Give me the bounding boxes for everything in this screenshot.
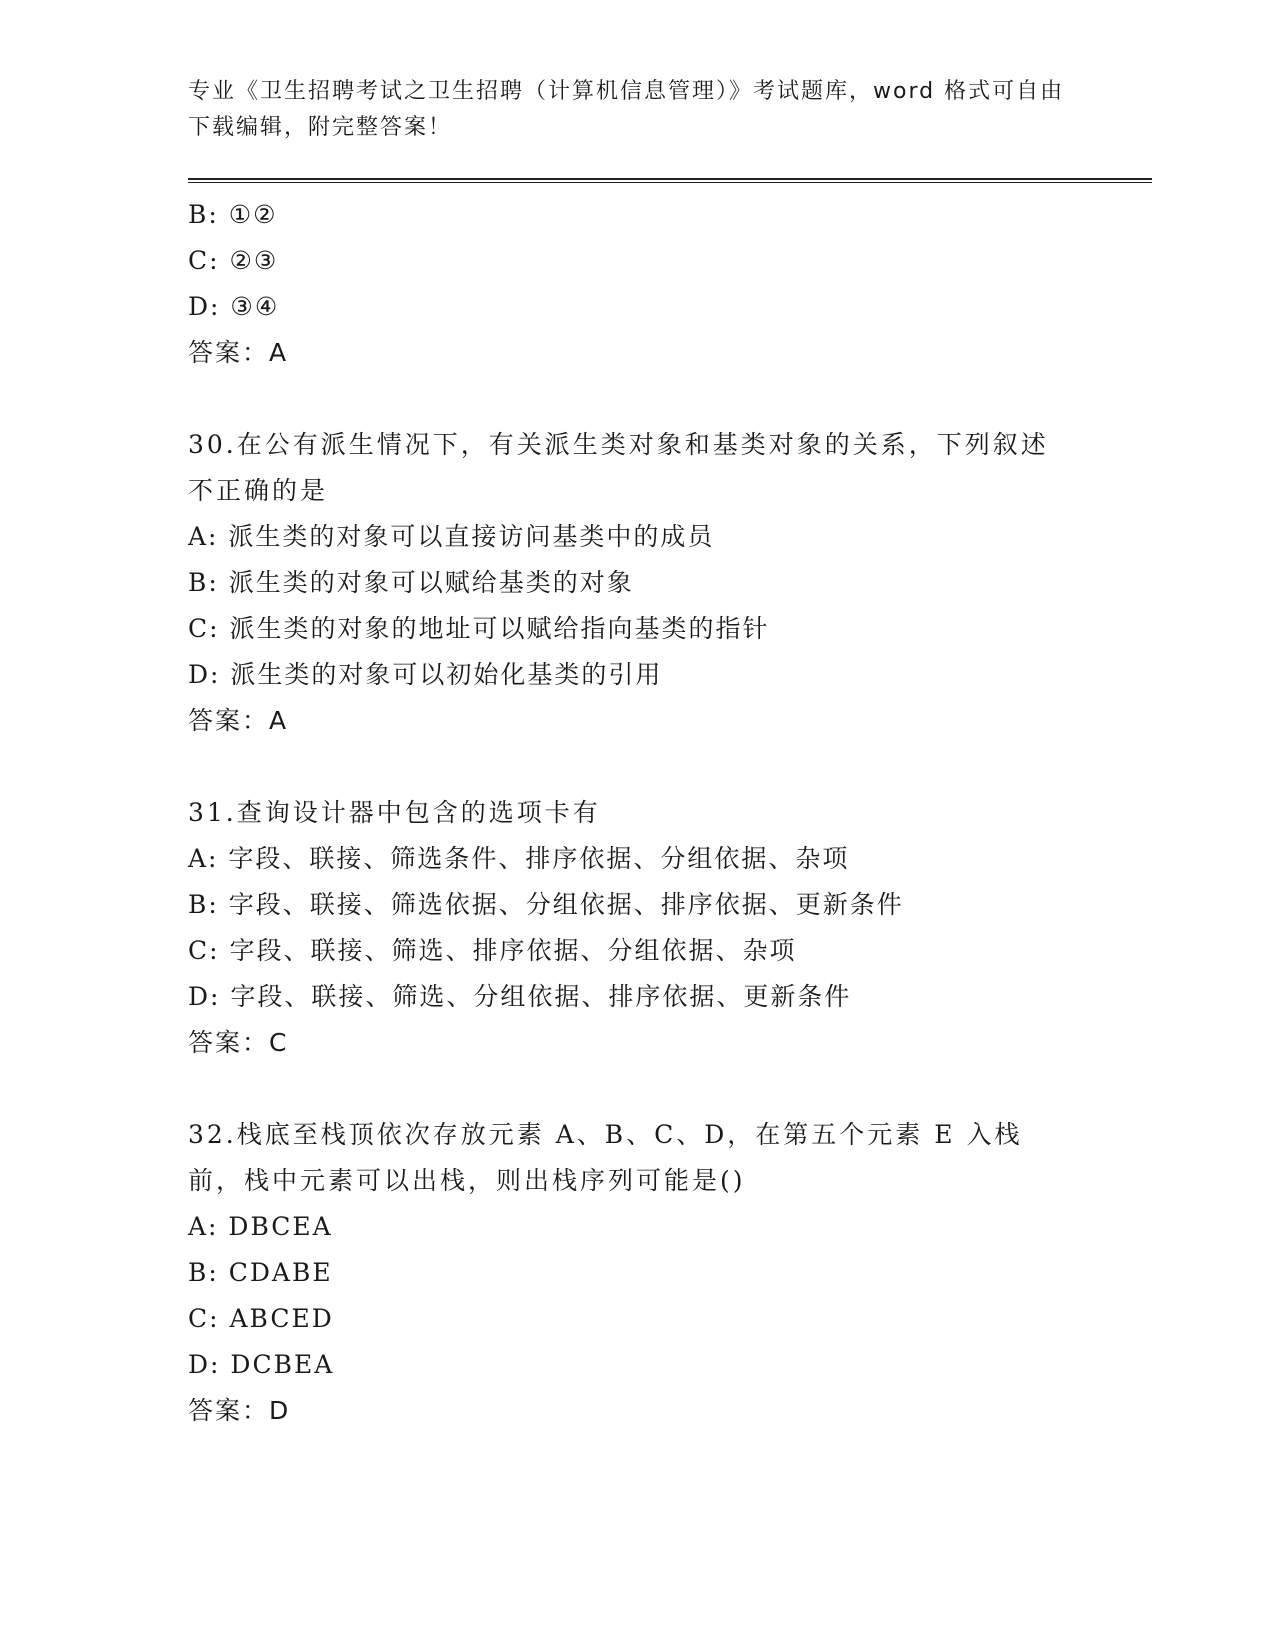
header-divider-thin [188, 182, 1152, 183]
option-c: C: 字段、联接、筛选、排序依据、分组依据、杂项 [188, 936, 797, 965]
question-32 [188, 1112, 1088, 1434]
question-30 [188, 422, 1088, 744]
option-a: A: DBCEA [188, 1212, 333, 1241]
option-a: A: 字段、联接、筛选条件、排序依据、分组依据、杂项 [188, 844, 850, 873]
option-d: D: 派生类的对象可以初始化基类的引用 [188, 660, 663, 689]
document-header: 专业《卫生招聘考试之卫生招聘（计算机信息管理）》考试题库，word 格式可自由下载编辑，附完整答案！ [188, 79, 1065, 140]
option-d: D: DCBEA [188, 1350, 335, 1379]
question-29-continued [188, 192, 1088, 376]
header-divider-thick [188, 178, 1152, 180]
answer-line: 答案：C [188, 1028, 289, 1057]
question-text: 30.在公有派生情况下，有关派生类对象和基类对象的关系，下列叙述不正确的是 [188, 430, 1049, 505]
question-list [188, 192, 1088, 1434]
question-text: 32.栈底至栈顶依次存放元素 A、B、C、D，在第五个元素 E 入栈前，栈中元素可以出栈，则出栈序列可能是() [188, 1120, 1023, 1195]
option-b: B: 字段、联接、筛选依据、分组依据、排序依据、更新条件 [188, 890, 904, 919]
option-b: B: CDABE [188, 1258, 333, 1287]
option-c: C: ②③ [188, 246, 279, 275]
option-c: C: ABCED [188, 1304, 334, 1333]
question-text: 31.查询设计器中包含的选项卡有 [188, 798, 601, 827]
option-d: D: ③④ [188, 292, 280, 321]
option-b: B: ①② [188, 200, 278, 229]
option-a: A: 派生类的对象可以直接访问基类中的成员 [188, 522, 715, 551]
option-c: C: 派生类的对象的地址可以赋给指向基类的指针 [188, 614, 770, 643]
answer-line: 答案：A [188, 706, 289, 735]
question-31 [188, 790, 1088, 1066]
option-b: B: 派生类的对象可以赋给基类的对象 [188, 568, 634, 597]
answer-line: 答案：A [188, 338, 289, 367]
answer-line: 答案：D [188, 1396, 291, 1425]
option-d: D: 字段、联接、筛选、分组依据、排序依据、更新条件 [188, 982, 852, 1011]
